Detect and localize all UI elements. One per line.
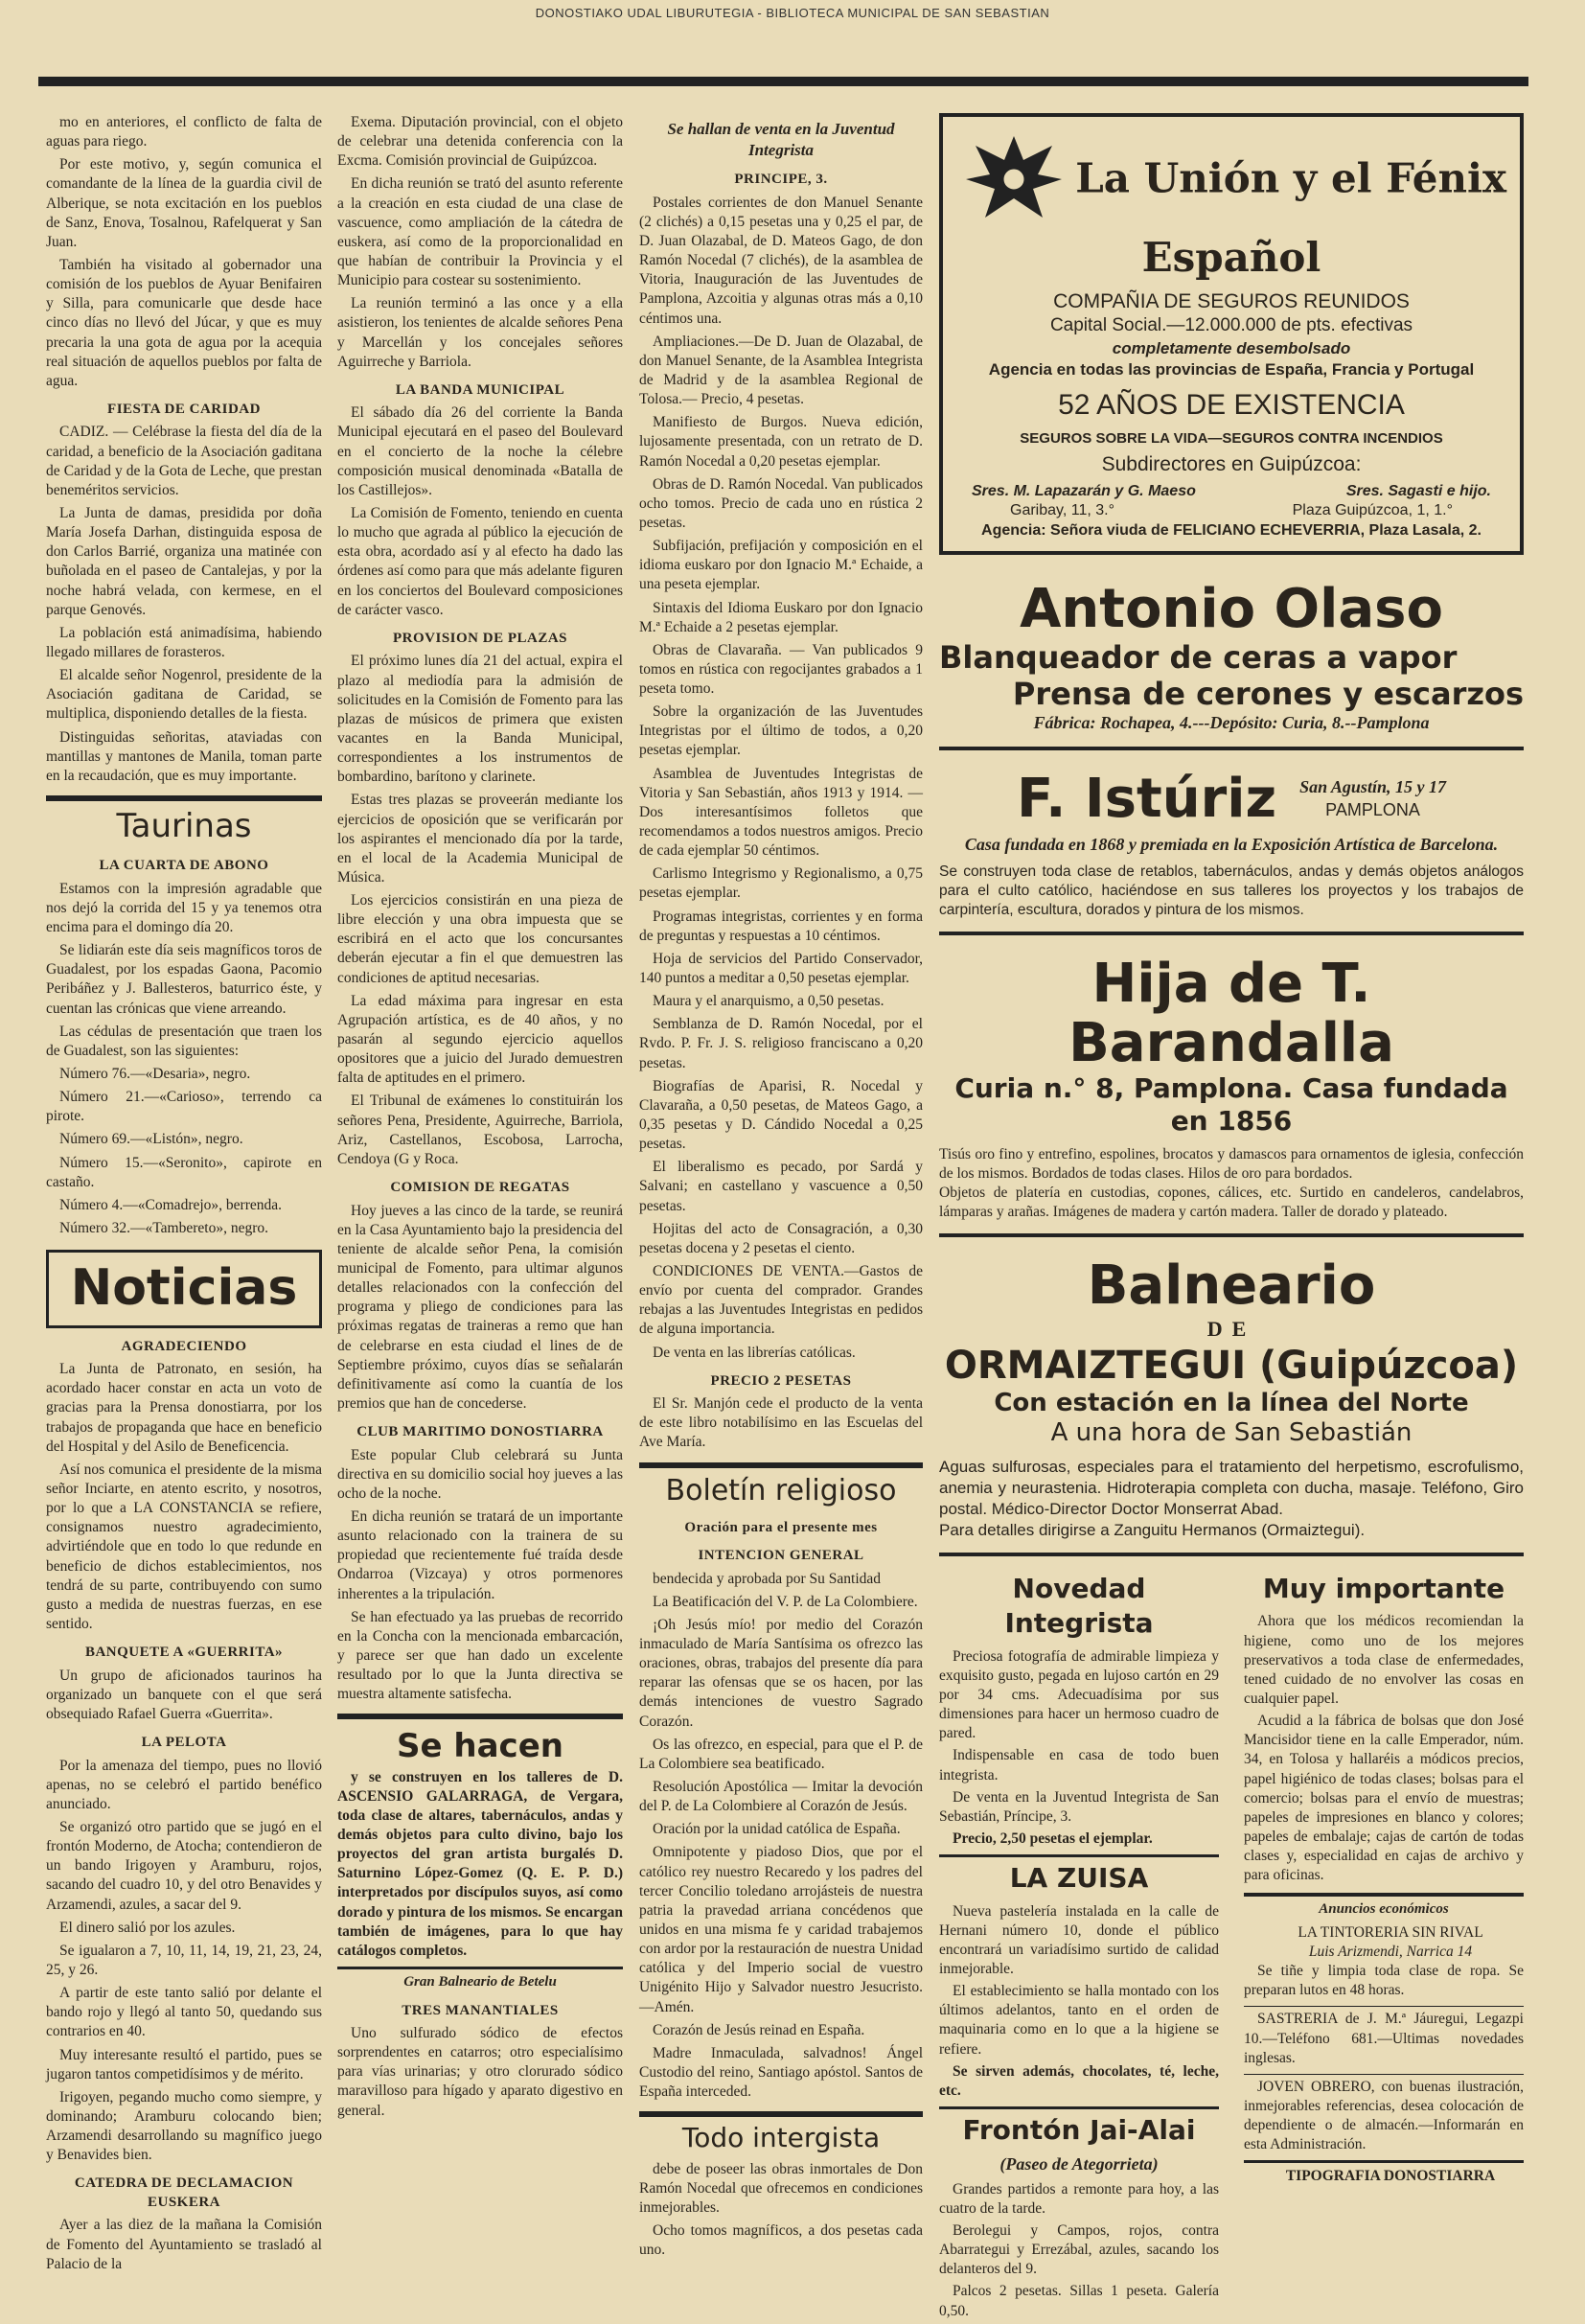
ad-line: Objetos de platería en custodias, copones, cálices, etc. Surtido en candeleros, candelabros, lámparas y arañas. Imágenes de madera y cartón madera. Taller de dorado y plateado. (939, 1184, 1524, 1220)
paragraph: Os las ofrezco, en especial, para que el P. de La Colombiere sea beatificado. (639, 1736, 923, 1772)
subheading: Se hallan de venta en la Juventud Integrista (667, 120, 895, 160)
paragraph: Un grupo de aficionados taurinos ha organizado un banquete con el que será obsequiado Rafael Guerra «Guerrita». (46, 1667, 322, 1722)
section-taurinas: Taurinas (46, 795, 322, 847)
paragraph: El Sr. Manjón cede el producto de la venta de este libro notabilísimo en las Escuelas del Ave María. (639, 1395, 923, 1451)
ad-line: completamente desembolsado (1112, 338, 1351, 357)
paragraph: Biografías de Aparisi, R. Nocedal y Clavaraña, a 0,50 pesetas, de Mateos Gago, a 0,35 pesetas y D. Cándido Nocedal a 0,25 pesetas. (639, 1077, 923, 1153)
paragraph: Nueva pastelería instalada en la calle de Hernani número 10, donde el público encontrará un variadísimo surtido de calidad inmejorable. (939, 1902, 1219, 1977)
subheading: PRINCIPE, 3. (734, 172, 828, 188)
paragraph: A partir de este tanto salió por delante el bando rojo y llegó al tanto 50, quedando sus contrarios en 40. (46, 1985, 322, 2040)
list-item: Número 15.—«Seronito», capirote en castaño. (46, 1154, 322, 1190)
subheading: PRECIO 2 PESETAS (710, 1372, 852, 1389)
ad-isturiz (939, 760, 1524, 935)
subheading: CATEDRA DE DECLAMACION EUSKERA (74, 2175, 294, 2210)
paragraph: Este popular Club celebrará su Junta directiva en su domicilio social hoy jueves a las ocho de la noche. (337, 1446, 623, 1502)
ad-line: DE (1206, 1316, 1256, 1341)
paragraph: Semblanza de D. Ramón Nocedal, por el Rvdo. P. Fr. J. S. religioso franciscano a 0,20 pesetas. (639, 1016, 923, 1071)
union-fenix-title: La Unión y el Fénix Español (1075, 154, 1507, 281)
paragraph: Maura y el anarquismo, a 0,50 pesetas. (653, 993, 884, 1010)
ad-barandalla (939, 945, 1524, 1237)
ad-line: Casa fundada en 1868 y premiada en la Exposición Artística de Barcelona. (964, 835, 1499, 855)
paragraph: En dicha reunión se tratará de un importante asunto relacionado con la trainera de su propiedad que recientemente fué traída desde Ondarroa (Vizcaya) y otros pormenores inherentes a la tripulación. (337, 1508, 623, 1602)
paragraph: Subfijación, prefijación y composición en el idioma euskaro por don Ignacio M.ª Echaide, a una peseta ejemplar. (639, 538, 923, 593)
subheading: LA CUARTA DE ABONO (99, 858, 269, 874)
ad-line: Tisús oro fino y entrefino, espolines, brocatos y damascos para ornamentos de iglesia, confección de los mismos. Bordados de todas clases. Hilos de oro para bordados. (939, 1145, 1524, 1182)
subheading: Gran Balneario de Betelu (337, 1967, 623, 1992)
olaso-title: Antonio Olaso (1020, 577, 1443, 640)
paragraph: Los ejercicios consistirán en una pieza de libre elección y una obra impuesta que se escribirá en el acto que los concursantes deberán ejecutar a fin el que demuestren las condiciones de aptitud necesarias. (337, 892, 623, 986)
paragraph: Se tiñe y limpia toda clase de ropa. Se preparan lutos en 48 horas. (1244, 1963, 1524, 1999)
paragraph: Se sirven además, chocolates, té, leche, etc. (939, 2062, 1219, 2099)
paragraph: La población está animadísima, habiendo llegado millares de forasteros. (46, 624, 322, 661)
paragraph: La edad máxima para ingresar en esta Agrupación artística, es de 40 años, y no pasarán al segundo ejercicio aquellos opositores que a juicio del Jurado demuestren falta de aptitudes en el primero. (337, 992, 623, 1087)
ad-line: Curia n.° 8, Pamplona. Casa fundada en 1856 (954, 1072, 1508, 1137)
paragraph: El Tribunal de exámenes lo constituirán los señores Pena, Presidente, Aguirreche, Barriola, Ariz, Castellanos, Escobosa, Larrocha, Cendoya (G y Roca. (337, 1093, 623, 1167)
subheading: COMISION DE REGATAS (390, 1180, 570, 1196)
paragraph: Hoja de servicios del Partido Conservador, 140 puntos a meditar a 0,50 pesetas ejemplar. (639, 950, 923, 987)
paragraph: Ayer a las diez de la mañana la Comisión de Fomento del Ayuntamiento se trasladó al Palacio de la (46, 2217, 322, 2272)
subheading: BANQUETE A «GUERRITA» (84, 1645, 284, 1661)
ad-line: SEGUROS SOBRE LA VIDA—SEGUROS CONTRA INCENDIOS (1020, 429, 1443, 447)
paragraph: Obras de Clavaraña. — Van publicados 9 tomos en rústica con regocijantes grabados a 1 peseta tomo. (639, 641, 923, 698)
paragraph: Carlismo Integrismo y Regionalismo, a 0,75 pesetas ejemplar. (639, 865, 923, 902)
paragraph: bendecida y aprobada por Su Santidad (653, 1570, 882, 1587)
barandalla-title: Hija de T. Barandalla (1068, 953, 1394, 1074)
section-todo-integrista: Todo intergista (639, 2111, 923, 2155)
list-item: Número 76.—«Desaria», negro. (59, 1065, 251, 1082)
ad-line: Subdirectores en Guipúzcoa: (1101, 453, 1362, 476)
ad-line: 52 AÑOS DE EXISTENCIA (1058, 388, 1405, 421)
paragraph: Uno sulfurado sódico de efectos sorprendentes en catarros; otro especialísimo para vías urinarias; y otro clorurado sódico maravilloso para hígado y aparato digestivo en general. (337, 2025, 623, 2119)
isturiz-title: F. Istúriz (1017, 767, 1277, 830)
paragraph: Sobre la organización de las Juventudes Integristas por el último de todos, a 0,20 pesetas ejemplar. (639, 703, 923, 759)
ad-line: Sres. Sagasti e hijo. (1345, 482, 1491, 499)
paragraph: Resolución Apostólica — Imitar la devoción del P. de La Colombiere al Corazón de Jesús. (639, 1779, 923, 1815)
paragraph: También ha visitado al gobernador una comisión de los pueblos de Ayuar Benifairen y Silla, para comunicarle que desde hace cinco días no llevó del Júcar, y que es muy precaria la una gota de agua por la acequia real situación de aquellos pueblos por falta de agua. (46, 256, 322, 389)
paragraph: El sábado día 26 del corriente la Banda Municipal ejecutará en el paseo del Boulevard en el concierto de la noche la célebre composición musical denominada «Batalla de los Castillejos». (337, 404, 623, 498)
paragraph: El próximo lunes día 21 del actual, expira el plazo al mediodía para la admisión de solicitudes en la Comisión de Fomento para las plazas de músicos de primera que existen vacantes en la Banda Municipal, correspondientes a los instrumentos de bombardino, barítono y clarinete. (337, 653, 623, 786)
paragraph: El alcalde señor Nogenrol, presidente de la Asociación gaditana de Caridad, se multiplica, disponiendo detalles de la fiesta. (46, 667, 322, 723)
paragraph: La Beatificación del V. P. de La Colombiere. (653, 1593, 918, 1610)
paragraph: De venta en las librerías católicas. (653, 1344, 856, 1361)
paragraph: La Comisión de Fomento, teniendo en cuenta lo mucho que agrada al público la ejecución de esta obra, acordado así y al efecto ha dado las órdenes así como para que más adelante figuren en los conciertos del Boulevard composiciones de carácter vasco. (337, 505, 623, 618)
paragraph: Precio, 2,50 pesetas el ejemplar. (953, 1830, 1153, 1848)
paragraph: De venta en la Juventud Integrista de San Sebastián, Príncipe, 3. (939, 1788, 1219, 1825)
list-item: Número 69.—«Listón», negro. (59, 1131, 243, 1148)
list-item: Número 4.—«Comadrejo», berrenda. (59, 1196, 283, 1213)
paragraph: Se lidiarán este día seis magníficos toros de Guadalest, por los espadas Gaona, Pacomio Peribáñez y J. Ballesteros, baturrico éste, y cuentan las crónicas que viene arreando. (46, 942, 322, 1017)
ad-line: (Paseo de Ategorrieta) (999, 2154, 1159, 2174)
paragraph: Preciosa fotografía de admirable limpieza y exquisito gusto, pegada en lujoso cartón en 29 por 34 cms. Adecuadísima por sus dimensiones para hacer un hermoso cuadro de pared. (939, 1647, 1219, 1742)
importante-title: Muy importante (1262, 1573, 1505, 1604)
section-noticias: Noticias (46, 1250, 322, 1328)
ad-line: Para detalles dirigirse a Zanguitu Hermanos (Ormaiztegui). (939, 1520, 1366, 1539)
subheading: LA BANDA MUNICIPAL (395, 381, 565, 398)
paragraph: Así nos comunica el presidente de la misma señor Inciarte, en atento escrito, y nosotros, por lo que a LA CONSTANCIA se refiere, consignamos nuestro agradecimiento, advirtiéndole que en todo lo que redunde en beneficio de dichos establecimientos, nos tendrá de su parte, contribuyendo con sumo gusto a medida de nuestras fuerzas, en ese sentido. (46, 1461, 322, 1632)
paragraph: Berolegui y Campos, rojos, contra Abarrategui y Errezábal, azules, sacando los delanteros del 9. (939, 2222, 1219, 2278)
paragraph: Hojitas del acto de Consagración, a 0,30 pesetas docena y 2 pesetas el ciento. (639, 1220, 923, 1256)
paragraph: CADIZ. — Celébrase la fiesta del día de la caridad, a beneficio de la Asociación gaditana de Caridad y de la Gota de Leche, que prestan beneméritos servicios. (46, 424, 322, 498)
paragraph: JOVEN OBRERO, con buenas ilustración, inmejorables referencias, desea colocación de dependiente o de almacén.—Informarán en esta Administración. (1244, 2074, 1524, 2155)
paragraph: Madre Inmaculada, salvadnos! Ángel Custodio del reino, Santiago apóstol. Santos de España interceded. (639, 2044, 923, 2101)
paragraph: Corazón de Jesús reinad en España. (653, 2021, 865, 2038)
ad-line: A una hora de San Sebastián (1050, 1418, 1413, 1448)
paragraph: Omnipotente y piadoso Dios, que por el católico rey nuestro Recaredo y los padres del tercer Concilio toledano arrojásteis de nuestra patria la pravedad arriana concédenos que unidos en una misma fe y caridad trabajemos con ardor por la restauración de nuestra Unidad católica y del Imperio social de vuestro Unigénito Hijo y Salvador nuestro Jesucristo.—Amén. (639, 1844, 923, 2015)
paragraph: Programas integristas, corrientes y en forma de preguntas y respuestas a 10 céntimos. (639, 908, 923, 944)
ad-line: PAMPLONA (1325, 799, 1420, 819)
ad-union-fenix (939, 113, 1524, 555)
ad-line: Prensa de cerones y escarzos (1012, 675, 1524, 712)
paragraph: Por la amenaza del tiempo, pues no llovió apenas, no se celebró el partido benéfico anunciado. (46, 1757, 322, 1812)
paragraph: En dicha reunión se trató del asunto referente a la creación en esta ciudad de una clase de vascuence, como ampliación de la cátedra de euskera, así como de la proporcionalidad en que habían de contribuir la Provincia y el Municipio para costear su sostenimiento. (337, 175, 623, 289)
paragraph: Obras de D. Ramón Nocedal. Van publicados ocho tomos. Precio de cada uno en rústica 2 pesetas. (639, 475, 923, 531)
library-header: DONOSTIAKO UDAL LIBURUTEGIA - BIBLIOTECA MUNICIPAL DE SAN SEBASTIAN (535, 6, 1050, 20)
paragraph: El dinero salió por los azules. (59, 1919, 236, 1936)
printer-credit: TIPOGRAFIA DONOSTIARRA (1244, 2160, 1524, 2186)
paragraph: La reunión terminó a las once y a ella asistieron, los tenientes de alcalde señores Pena y Marcellán y los concejales señores Aguirreche y Barriola. (337, 295, 623, 370)
ad-line: Plaza Guipúzcoa, 1, 1.° (1292, 502, 1453, 519)
paragraph: Ampliaciones.—De D. Juan de Olazabal, de don Manuel Senante, de la Asamblea Integrista de Madrid y de la asamblea Regional de Tolosa.— Precio, 4 pesetas. (639, 333, 923, 408)
balneario-title: Balneario (1087, 1254, 1376, 1318)
ad-line: Agencia: Señora viuda de FELICIANO ECHEVERRIA, Plaza Lasala, 2. (981, 522, 1482, 540)
ad-balneario (939, 1247, 1524, 1556)
ad-line: Blanqueador de ceras a vapor (939, 638, 1458, 676)
paragraph: Por este motivo, y, según comunica el comandante de la línea de la guardia civil de Alberique, se nota excitación en los pueblos de Sanz, Enova, Tosalnou, Rafelquerat y San Juan. (46, 156, 322, 250)
ads-right-column (1244, 1566, 1524, 2324)
paragraph: Ahora que los médicos recomiendan la higiene, como uno de los mejores preservativos a toda clase de enfermedades, tened cuidado de no envolver las cosas en cualquier papel. (1244, 1613, 1524, 1707)
paragraph: Irigoyen, pegando mucho como siempre, y dominando; Aramburu colocando bien; Arzamendi desarrollando su magnífico juego y Benavides bien. (46, 2088, 322, 2164)
paragraph: ¡Oh Jesús mío! por medio del Corazón inmaculado de María Santísima os ofrezco las oraciones, obras, trabajos del presente día para reparar las ofensas que se os hacen, por las demás intenciones de vuestro Sagrado Corazón. (639, 1616, 923, 1730)
ad-olaso (939, 570, 1524, 750)
paragraph: Luis Arizmendi, Narrica 14 (1308, 1944, 1473, 1960)
ads-left-column (939, 1566, 1219, 2324)
paragraph: Las cédulas de presentación que traen los de Guadalest, son las siguientes: (46, 1023, 322, 1059)
paragraph: Estas tres plazas se proveerán mediante los ejercicios de oposición que se verificarán por los aspirantes el mencionado día por la tarde, en el local de la Academia Municipal de Música. (337, 792, 623, 886)
ad-line: Capital Social.—12.000.000 de pts. efectivas (1049, 314, 1413, 335)
subheading: CLUB MARITIMO DONOSTIARRA (356, 1424, 604, 1440)
paragraph: SASTRERIA de J. M.ª Jáuregui, Legazpi 10.—Teléfono 681.—Ultimas novedades inglesas. (1244, 2006, 1524, 2067)
paragraph: Muy interesante resultó el partido, pues se jugaron tantos competidísimos y de mérito. (46, 2046, 322, 2082)
anuncios-title: Anuncios económicos (1244, 1893, 1524, 1920)
ad-line: San Agustín, 15 y 17 (1299, 777, 1446, 797)
section-se-hacen: Se hacen (337, 1714, 623, 1767)
ad-line: Sres. M. Lapazarán y G. Maeso (972, 482, 1196, 499)
paragraph: y se construyen en los talleres de D. ASCENSIO GALARRAGA, de Vergara, toda clase de altares, tabernáculos, andas y demás objetos para culto divino, bajo los proyectos del gran artista burgalés D. Saturnino López-Gomez (Q. E. P. D.) interpretados por discípulos suyos, así como dorado y pintura de los mismos. Se encargan también de imágenes, para lo que hay catálogos completos. (337, 1768, 623, 1959)
paragraph: El liberalismo es pecado, por Sardá y Salvani; en castellano y vascuence a 0,50 pesetas. (639, 1159, 923, 1214)
paragraph: Indispensable en casa de todo buen integrista. (939, 1747, 1219, 1783)
subheading: PROVISION DE PLAZAS (392, 630, 568, 646)
paragraph: Sintaxis del Idioma Euskaro por don Ignacio M.ª Echaide a 2 pesetas ejemplar. (639, 599, 923, 635)
top-rule (38, 77, 1528, 86)
novedad-title: Novedad Integrista (1004, 1573, 1154, 1640)
paragraph: Ocho tomos magníficos, a dos pesetas cada uno. (639, 2222, 923, 2259)
eagle-emblem-icon (956, 127, 1071, 232)
ad-line: Fábrica: Rochapea, 4.---Depósito: Curia, 8.--Pamplona (1033, 713, 1430, 733)
section-boletin-religioso: Boletín religioso (639, 1462, 923, 1509)
paragraph: Se igualaron a 7, 10, 11, 14, 19, 21, 23, 24, 25, y 26. (46, 1942, 322, 1978)
column-3 (639, 113, 923, 2259)
paragraph: Exema. Diputación provincial, con el objeto de celebrar una detenida conferencia con la Excma. Comisión provincial de Guipúzcoa. (337, 114, 623, 170)
ads-column (939, 113, 1524, 2319)
paragraph: La Junta de damas, presidida por doña María Josefa Darhan, distinguida esposa de don Carlos Barrié, organiza una matinée con buñolada en el paseo de Cantalejas, y por la noche habrá velada, con kermese, en el parque Genovés. (46, 505, 322, 618)
paragraph: debe de poseer las obras inmortales de Don Ramón Nocedal que ofrecemos en condiciones inmejorables. (639, 2160, 923, 2216)
paragraph: Se han efectuado ya las pruebas de recorrido en la Concha con la mencionada embarcación, y parece ser que han dado un excelente resultado por lo que la Junta directiva se muestra altamente satisfecha. (337, 1608, 623, 1703)
paragraph: Se organizó otro partido que se jugó en el frontón Moderno, de Atocha; contendieron de un bando Irigoyen y Aramburu, rojos, sacando del cuadro 10, y del otro Benavides y Arzamendi, azules, a sacar del 9. (46, 1818, 322, 1913)
paragraph: Distinguidas señoritas, ataviadas con mantillas y mantones de Manila, toman parte en la recaudación, que es muy importante. (46, 728, 322, 784)
paragraph: Manifiesto de Burgos. Nueva edición, lujosamente presentada, con un retrato de D. Ramón Nocedal a 0,20 pesetas ejemplar. (639, 414, 923, 470)
ad-line: Con estación en la línea del Norte (994, 1389, 1469, 1418)
paragraph: Grandes partidos a remonte para hoy, a las cuatro de la tarde. (939, 2180, 1219, 2217)
fronton-title: Frontón Jai-Alai (939, 2106, 1219, 2148)
list-item: Número 32.—«Tambereto», negro. (59, 1219, 269, 1236)
paragraph: CONDICIONES DE VENTA.—Gastos de envío por cuenta del comprador. Grandes rebajas a las Juventudes Integristas en pedidos de alguna importancia. (639, 1263, 923, 1338)
ad-line: Agencia en todas las provincias de España, Francia y Portugal (988, 359, 1475, 379)
paragraph: Acudid a la fábrica de bolsas que don José Mancisidor tiene en la calle Emperador, núm. 34, en Tolosa y hallaréis a módicos precios, papel higiénico de todas clases; bolsas para el comercio; bolsas para el envío de muestras; papeles de impresiones en blanco y colores; papeles de embalaje; cajas de cartón de todas clases y, especialidad en cajas de archivo y para oficinas. (1244, 1713, 1524, 1884)
subheading: FIESTA DE CARIDAD (107, 401, 261, 417)
paragraph: Hoy jueves a las cinco de la tarde, se reunirá en la Casa Ayuntamiento bajo la presidencia del teniente de alcalde señor Pena, la comisión municipal de Fomento, para ultimar algunos detalles relacionados con la confección del programa y pliego de condiciones para las próximas regatas de traineras a remo que han de celebrarse en esta ciudad el lines de de Septiembre próximo, cuyos días se señalarán definitivamente así como la cuantía de los premios que han de concederse. (337, 1202, 623, 1412)
column-1 (46, 113, 322, 2272)
column-2 (337, 113, 623, 2241)
ad-line: Aguas sulfurosas, especiales para el tratamiento del herpetismo, escrofulismo, anemia y neurastenia. Hidroterapia completa con ducha, masaje. Teléfono, Giro postal. Médico-Director Doctor Monserrat Abad. (939, 1457, 1524, 1518)
subheading: INTENCION GENERAL (698, 1548, 864, 1564)
subheading: LA PELOTA (141, 1735, 227, 1751)
subheading: Oración para el presente mes (684, 1519, 878, 1535)
zuisa-title: LA ZUISA (939, 1854, 1219, 1896)
ad-line: Garibay, 11, 3.° (1010, 502, 1114, 519)
paragraph: Estamos con la impresión agradable que nos dejó la corrida del 15 y ya tenemos otra encima para el domingo día 20. (46, 880, 322, 935)
subheading: AGRADECIENDO (121, 1338, 247, 1354)
ad-line: Se construyen toda clase de retablos, tabernáculos, andas y demás objetos análogos para el culto católico, haciéndose en sus talleres los proyectos y los trabajos de carpintería, escultura, dorados y pintura de los mismos. (939, 863, 1524, 918)
ad-line: COMPAÑIA DE SEGUROS REUNIDOS (1053, 289, 1410, 312)
list-item: Número 21.—«Carioso», terrendo ca pirote. (46, 1089, 322, 1125)
subheading: TRES MANANTIALES (402, 2002, 559, 2018)
paragraph: El establecimiento se halla montado con los últimos adelantos, tanto en el orden de maquinaria como en lo que a la higiene se refiere. (939, 1983, 1219, 2058)
paragraph: Postales corrientes de don Manuel Senante (2 clichés) a 0,15 pesetas una y 0,25 el par, de D. Juan Olazabal, de D. Mateos Gago, de don Ramón Nocedal (7 clichés), de la asamblea de Vitoria, Inauguración de las Juventudes de Pamplona, Azcoitia y algunas otras más a 0,10 céntimos una. (639, 194, 923, 327)
paragraph: Asamblea de Juventudes Integristas de Vitoria y San Sebastián, años 1913 y 1914. — Dos interesantísimos folletos que recomendamos a todos nuestros amigos. Precio de cada ejemplar 50 céntimos. (639, 765, 923, 860)
ad-line: ORMAIZTEGUI (Guipúzcoa) (944, 1344, 1519, 1389)
paragraph: Oración por la unidad católica de España. (653, 1821, 901, 1838)
paragraph: Palcos 2 pesetas. Sillas 1 peseta. Galería 0,50. (939, 2283, 1219, 2319)
paragraph: LA TINTORERIA SIN RIVAL (1298, 1923, 1483, 1941)
paragraph: La Junta de Patronato, en sesión, ha acordado hacer constar en acta un voto de gracias para la Prensa donostiarra, por los trabajos de propaganda que hace en beneficio del Hospital y del Asilo de Beneficencia. (46, 1361, 322, 1455)
paragraph: mo en anteriores, el conflicto de falta de aguas para riego. (46, 114, 322, 150)
